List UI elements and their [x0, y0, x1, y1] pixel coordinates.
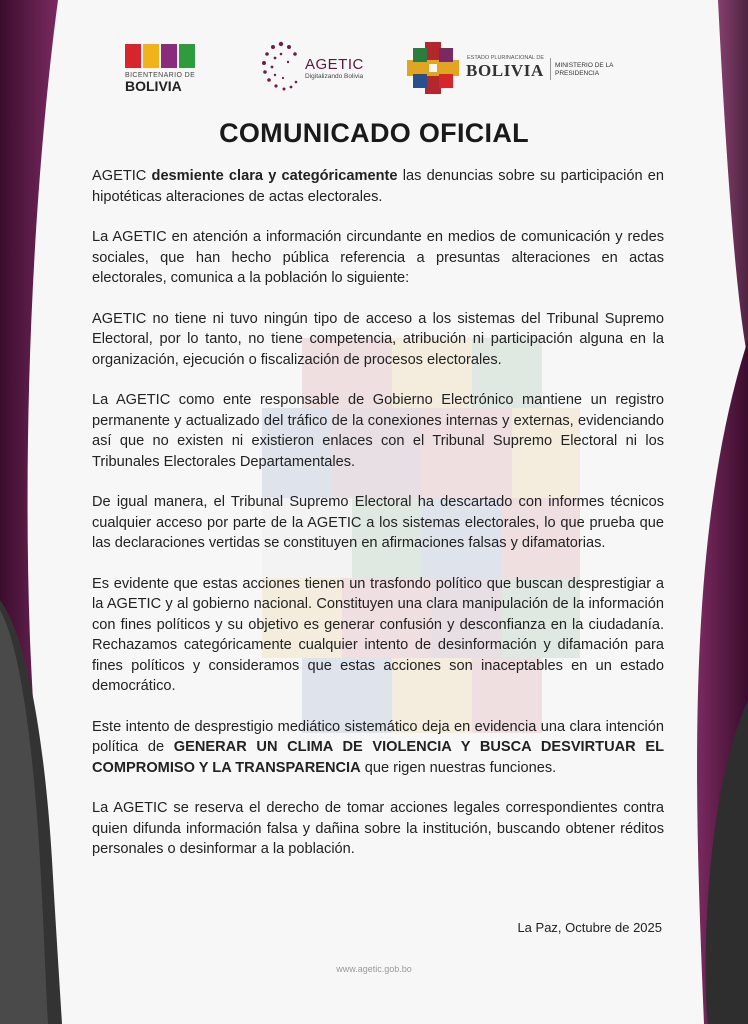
bicentenario-country: BOLIVIA	[125, 78, 182, 94]
bicentenario-logo	[125, 44, 205, 96]
paragraph-7: Este intento de desprestigio mediático sistemático deja en evidencia una clara intención política de GENERAR UN CLIMA DE VIOLENCIA Y BUSCA DESVIRTUAR EL COMPROMISO Y LA TRANSPARENCIA que rigen nuestras funciones.	[92, 718, 664, 776]
paragraph-7-emphasis: GENERAR UN CLIMA DE VIOLENCIA Y BUSCA DESVIRTUAR EL COMPROMISO Y LA TRANSPARENCIA	[92, 739, 664, 776]
agetic-name: AGETIC	[305, 56, 364, 73]
paragraph-2: La AGETIC en atención a información circundante en medios de comunicación y redes sociales, que han hecho pública referencia a presuntas alteraciones en actas electorales, comunica a la población lo siguiente:	[92, 229, 664, 286]
paragraph-8: La AGETIC se reserva el derecho de tomar acciones legales correspondientes contra quien difunda información falsa y dañina sobre la institución, buscando obtener réditos personales o desinformar a la población.	[92, 800, 664, 857]
paragraph-3: AGETIC no tiene ni tuvo ningún tipo de acceso a los sistemas del Tribunal Supremo Electoral, por lo tanto, no tiene competencia, atribución ni participación alguna en la organización, ejecución o fiscalización de procesos electorales.	[92, 310, 664, 368]
estado-country: BOLIVIA	[466, 61, 544, 80]
footer-website[interactable]: www.agetic.gob.bo	[336, 964, 412, 974]
page-title: COMUNICADO OFICIAL	[219, 118, 529, 148]
bicentenario-label: BICENTENARIO DE	[125, 72, 196, 79]
communique-body	[92, 166, 664, 880]
chakana-emblem-icon	[407, 42, 459, 94]
ministry-name: MINISTERIO DE LA PRESIDENCIA	[555, 62, 614, 77]
logo-divider	[550, 58, 551, 80]
paragraph-6: Es evidente que estas acciones tienen un trasfondo político que buscan desprestigiar a la AGETIC y al gobierno nacional. Constituyen una clara manipulación de la información con fines políticos y su objetivo es generar confusión y desconfianza en la ciudadanía. Rechazamos categóricamente cualquier intento de desinformación y difamación para fines políticos y consideramos que estas acciones son inaceptables en un estado democrático.	[92, 575, 664, 694]
agetic-dots-icon	[255, 38, 305, 100]
estado-plurinacional-logo	[407, 42, 617, 98]
date-line: La Paz, Octubre de 2025	[517, 920, 662, 935]
agetic-tagline: Digitalizando Bolivia	[305, 73, 364, 80]
agetic-logo	[255, 38, 375, 100]
paragraph-1-emphasis: desmiente clara y categóricamente	[151, 168, 398, 184]
bicentenario-mark-icon	[125, 44, 205, 68]
estado-label: ESTADO PLURINACIONAL DE	[467, 55, 545, 61]
header-logos	[0, 38, 748, 100]
paragraph-1: AGETIC desmiente clara y categóricamente las denuncias sobre su participación en hipotéticas alteraciones de actas electorales.	[92, 168, 664, 205]
paragraph-5: De igual manera, el Tribunal Supremo Electoral ha descartado con informes técnicos cualquier acceso por parte de la AGETIC a los sistemas electorales, lo que prueba que las declaraciones vertidas se constituyen en afirmaciones falsas y difamatorias.	[92, 494, 664, 551]
paragraph-4: La AGETIC como ente responsable de Gobierno Electrónico mantiene un registro permanente y actualizado del tráfico de la conexiones internas y externas, evidenciando así que no existen ni existieron enlaces con el Tribunal Supremo Electoral ni los Tribunales Electorales Departamentales.	[92, 392, 664, 470]
